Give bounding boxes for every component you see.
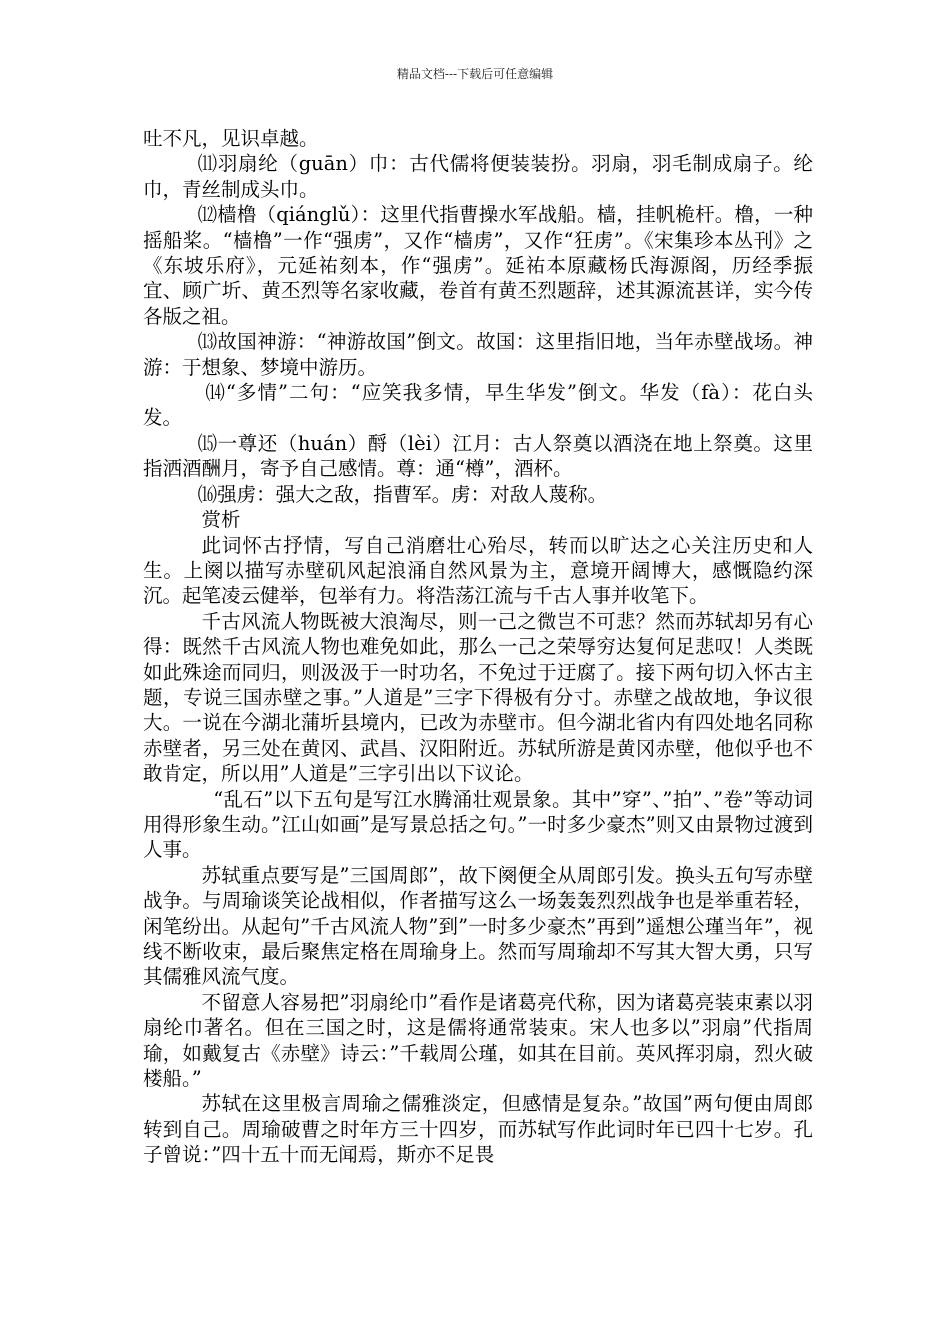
section-heading-appreciation: 赏析 [201, 508, 241, 532]
body-paragraph: “乱石”以下五句是写江水腾涌壮观景象。其中”穿”、”拍”、”卷”等动词用得形象生动。”江山如画”是写景总括之句。”一时多少豪杰”则又由景物过渡到人事。 [143, 787, 813, 862]
footnote-13: ⒀故国神游：“神游故国”倒文。故国：这里指旧地，当年赤壁战场。神游：于想象、梦境中游历。 [143, 330, 813, 379]
body-paragraph: 苏轼在这里极言周瑜之儒雅淡定，但感情是复杂。”故国”两句便由周郎转到自己。周瑜破曹之时年方三十四岁，而苏轼写作此词时年已四十七岁。孔子曾说：”四十五十而无闻焉，斯亦不足畏 [143, 1092, 813, 1167]
paragraph-continuation: 吐不凡，见识卓越。 [143, 127, 319, 150]
page-header: 精品文档---下载后可任意编辑 [396, 67, 554, 81]
body-paragraph: 苏轼重点要写是”三国周郎”，故下阕便全从周郎引发。换头五句写赤壁战争。与周瑜谈笑论战相似，作者描写这么一场轰轰烈烈战争也是举重若轻，闲笔纷出。从起句”千古风流人物”到”一时多少豪杰”再到”遥想公瑾当年”，视线不断收束，最后聚焦定格在周瑜身上。然而写周瑜却不写其大智大勇，只写其儒雅风流气度。 [143, 863, 813, 989]
footnote-16: ⒃强虏：强大之敌，指曹军。虏：对敌人蔑称。 [197, 482, 608, 506]
body-paragraph: 不留意人容易把”羽扇纶巾”看作是诸葛亮代称，因为诸葛亮装束素以羽扇纶巾著名。但在三国之时，这是儒将通常装束。宋人也多以”羽扇”代指周瑜，如戴复古《赤壁》诗云：”千载周公瑾，如其在目前。英风挥羽扇，烈火破楼船。” [143, 990, 813, 1091]
footnote-15: ⒂一尊还（huán）酹（lèi）江月：古人祭奠以酒浇在地上祭奠。这里指洒酒酬月，寄予自己感情。尊：通“樽”，酒杯。 [143, 431, 813, 481]
footnote-11: ⑾羽扇纶（guān）巾：古代儒将便装装扮。羽扇，羽毛制成扇子。纶巾，青丝制成头巾。 [143, 152, 813, 201]
body-paragraph: 千古风流人物既被大浪淘尽，则一己之微岂不可悲？然而苏轼却另有心得：既然千古风流人物也难免如此，那么一己之荣辱穷达复何足悲叹！人类既如此殊途而同归，则汲汲于一时功名，不免过于迂腐了。接下两句切入怀古主题，专说三国赤壁之事。”人道是”三字下得极有分寸。赤壁之战故地，争议很大。一说在今湖北蒲圻县境内，已改为赤壁市。但今湖北省内有四处地名同称赤壁者，另三处在黄冈、武昌、汉阳附近。苏轼所游是黄冈赤壁，他似乎也不敢肯定，所以用”人道是”三字引出以下议论。 [143, 609, 813, 786]
footnote-12: ⑿樯橹（qiánglǔ）：这里代指曹操水军战船。樯，挂帆桅杆。橹，一种摇船桨。“樯橹”一作“强虏”，又作“樯虏”，又作“狂虏”。《宋集珍本丛刊》之《东坡乐府》，元延祐刻本，作“强虏”。延祐本原藏杨氏海源阁，历经季振宜、顾广圻、黄丕烈等名家收藏，卷首有黄丕烈题辞，述其源流甚详，实今传各版之祖。 [143, 203, 813, 328]
document-body [143, 126, 813, 1168]
footnote-14: ⒁“多情”二句：“应笑我多情，早生华发”倒文。华发（fà）：花白头发。 [143, 381, 813, 430]
body-paragraph: 此词怀古抒情，写自己消磨壮心殆尽，转而以旷达之心关注历史和人生。上阕以描写赤壁矶风起浪涌自然风景为主，意境开阔博大，感慨隐约深沉。起笔凌云健举，包举有力。将浩荡江流与千古人事并收笔下。 [143, 533, 813, 608]
